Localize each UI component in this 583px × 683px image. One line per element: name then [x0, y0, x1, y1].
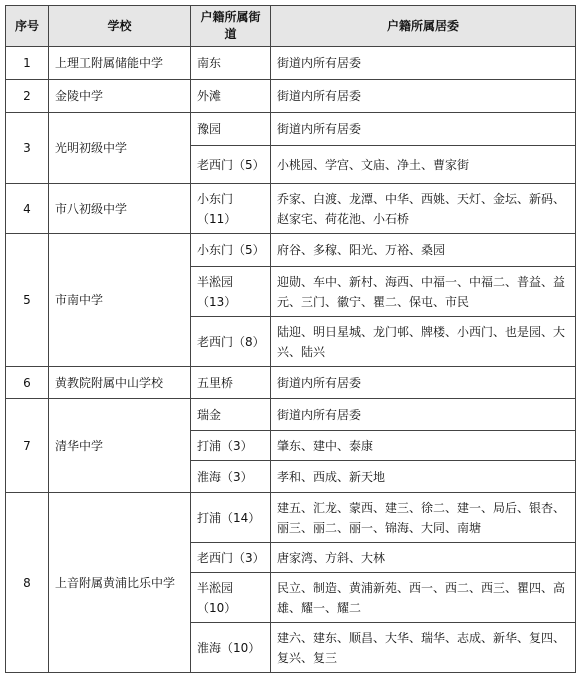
street-name: 老西门（8）: [191, 317, 271, 367]
row-index: 4: [6, 184, 49, 234]
table-row: [6, 80, 576, 113]
school-name: 市南中学: [49, 234, 191, 367]
street-name: 淮海（10）: [191, 623, 271, 673]
school-name: 上音附属黄浦比乐中学: [49, 493, 191, 673]
header-index: 序号: [6, 6, 49, 47]
committee-list: 孝和、西成、新天地: [271, 461, 576, 493]
table-row: [6, 184, 576, 234]
committee-list: 肇东、建中、泰康: [271, 431, 576, 461]
table-row: [6, 113, 576, 146]
street-name: 五里桥: [191, 367, 271, 399]
street-name: 打浦（14）: [191, 493, 271, 543]
school-name: 光明初级中学: [49, 113, 191, 184]
committee-list: 迎勋、车中、新村、海西、中福一、中福二、普益、益元、三门、徽宁、瞿二、保屯、市民: [271, 267, 576, 317]
street-name: 小东门（5）: [191, 234, 271, 267]
committee-list: 街道内所有居委: [271, 399, 576, 431]
committee-list: 小桃园、学宫、文庙、净土、曹家街: [271, 146, 576, 184]
street-name: 豫园: [191, 113, 271, 146]
street-name: 小东门（11）: [191, 184, 271, 234]
committee-list: 街道内所有居委: [271, 80, 576, 113]
header-committee: 户籍所属居委: [271, 6, 576, 47]
committee-list: 府谷、多稼、阳光、万裕、桑园: [271, 234, 576, 267]
header-street: 户籍所属街道: [191, 6, 271, 47]
row-index: 2: [6, 80, 49, 113]
street-name: 老西门（5）: [191, 146, 271, 184]
committee-list: 民立、制造、黄浦新苑、西一、西二、西三、瞿四、高雄、耀一、耀二: [271, 573, 576, 623]
street-name: 打浦（3）: [191, 431, 271, 461]
table-row: [6, 367, 576, 399]
row-index: 6: [6, 367, 49, 399]
row-index: 1: [6, 47, 49, 80]
school-name: 黄教院附属中山学校: [49, 367, 191, 399]
street-name: 外滩: [191, 80, 271, 113]
school-name: 金陵中学: [49, 80, 191, 113]
committee-list: 陆迎、明日星城、龙门邨、牌楼、小西门、也是园、大兴、陆兴: [271, 317, 576, 367]
street-name: 半淞园（10）: [191, 573, 271, 623]
street-name: 老西门（3）: [191, 543, 271, 573]
committee-list: 唐家湾、方斜、大林: [271, 543, 576, 573]
row-index: 3: [6, 113, 49, 184]
street-name: 淮海（3）: [191, 461, 271, 493]
street-name: 半淞园（13）: [191, 267, 271, 317]
school-name: 市八初级中学: [49, 184, 191, 234]
school-name: 清华中学: [49, 399, 191, 493]
committee-list: 乔家、白渡、龙潭、中华、西姚、天灯、金坛、新码、赵家宅、荷花池、小石桥: [271, 184, 576, 234]
street-name: 瑞金: [191, 399, 271, 431]
table-row: [6, 234, 576, 267]
table-row: [6, 47, 576, 80]
school-name: 上理工附属储能中学: [49, 47, 191, 80]
street-name: 南东: [191, 47, 271, 80]
row-index: 5: [6, 234, 49, 367]
committee-list: 建六、建东、顺昌、大华、瑞华、志成、新华、复四、复兴、复三: [271, 623, 576, 673]
committee-list: 建五、汇龙、蒙西、建三、徐二、建一、局后、银杏、丽三、丽二、丽一、锦海、大同、南塘: [271, 493, 576, 543]
table-row: [6, 399, 576, 431]
table-row: [6, 493, 576, 543]
committee-list: 街道内所有居委: [271, 113, 576, 146]
committee-list: 街道内所有居委: [271, 367, 576, 399]
school-district-table: [5, 5, 576, 673]
table-header-row: [6, 6, 576, 47]
row-index: 7: [6, 399, 49, 493]
header-school: 学校: [49, 6, 191, 47]
row-index: 8: [6, 493, 49, 673]
committee-list: 街道内所有居委: [271, 47, 576, 80]
